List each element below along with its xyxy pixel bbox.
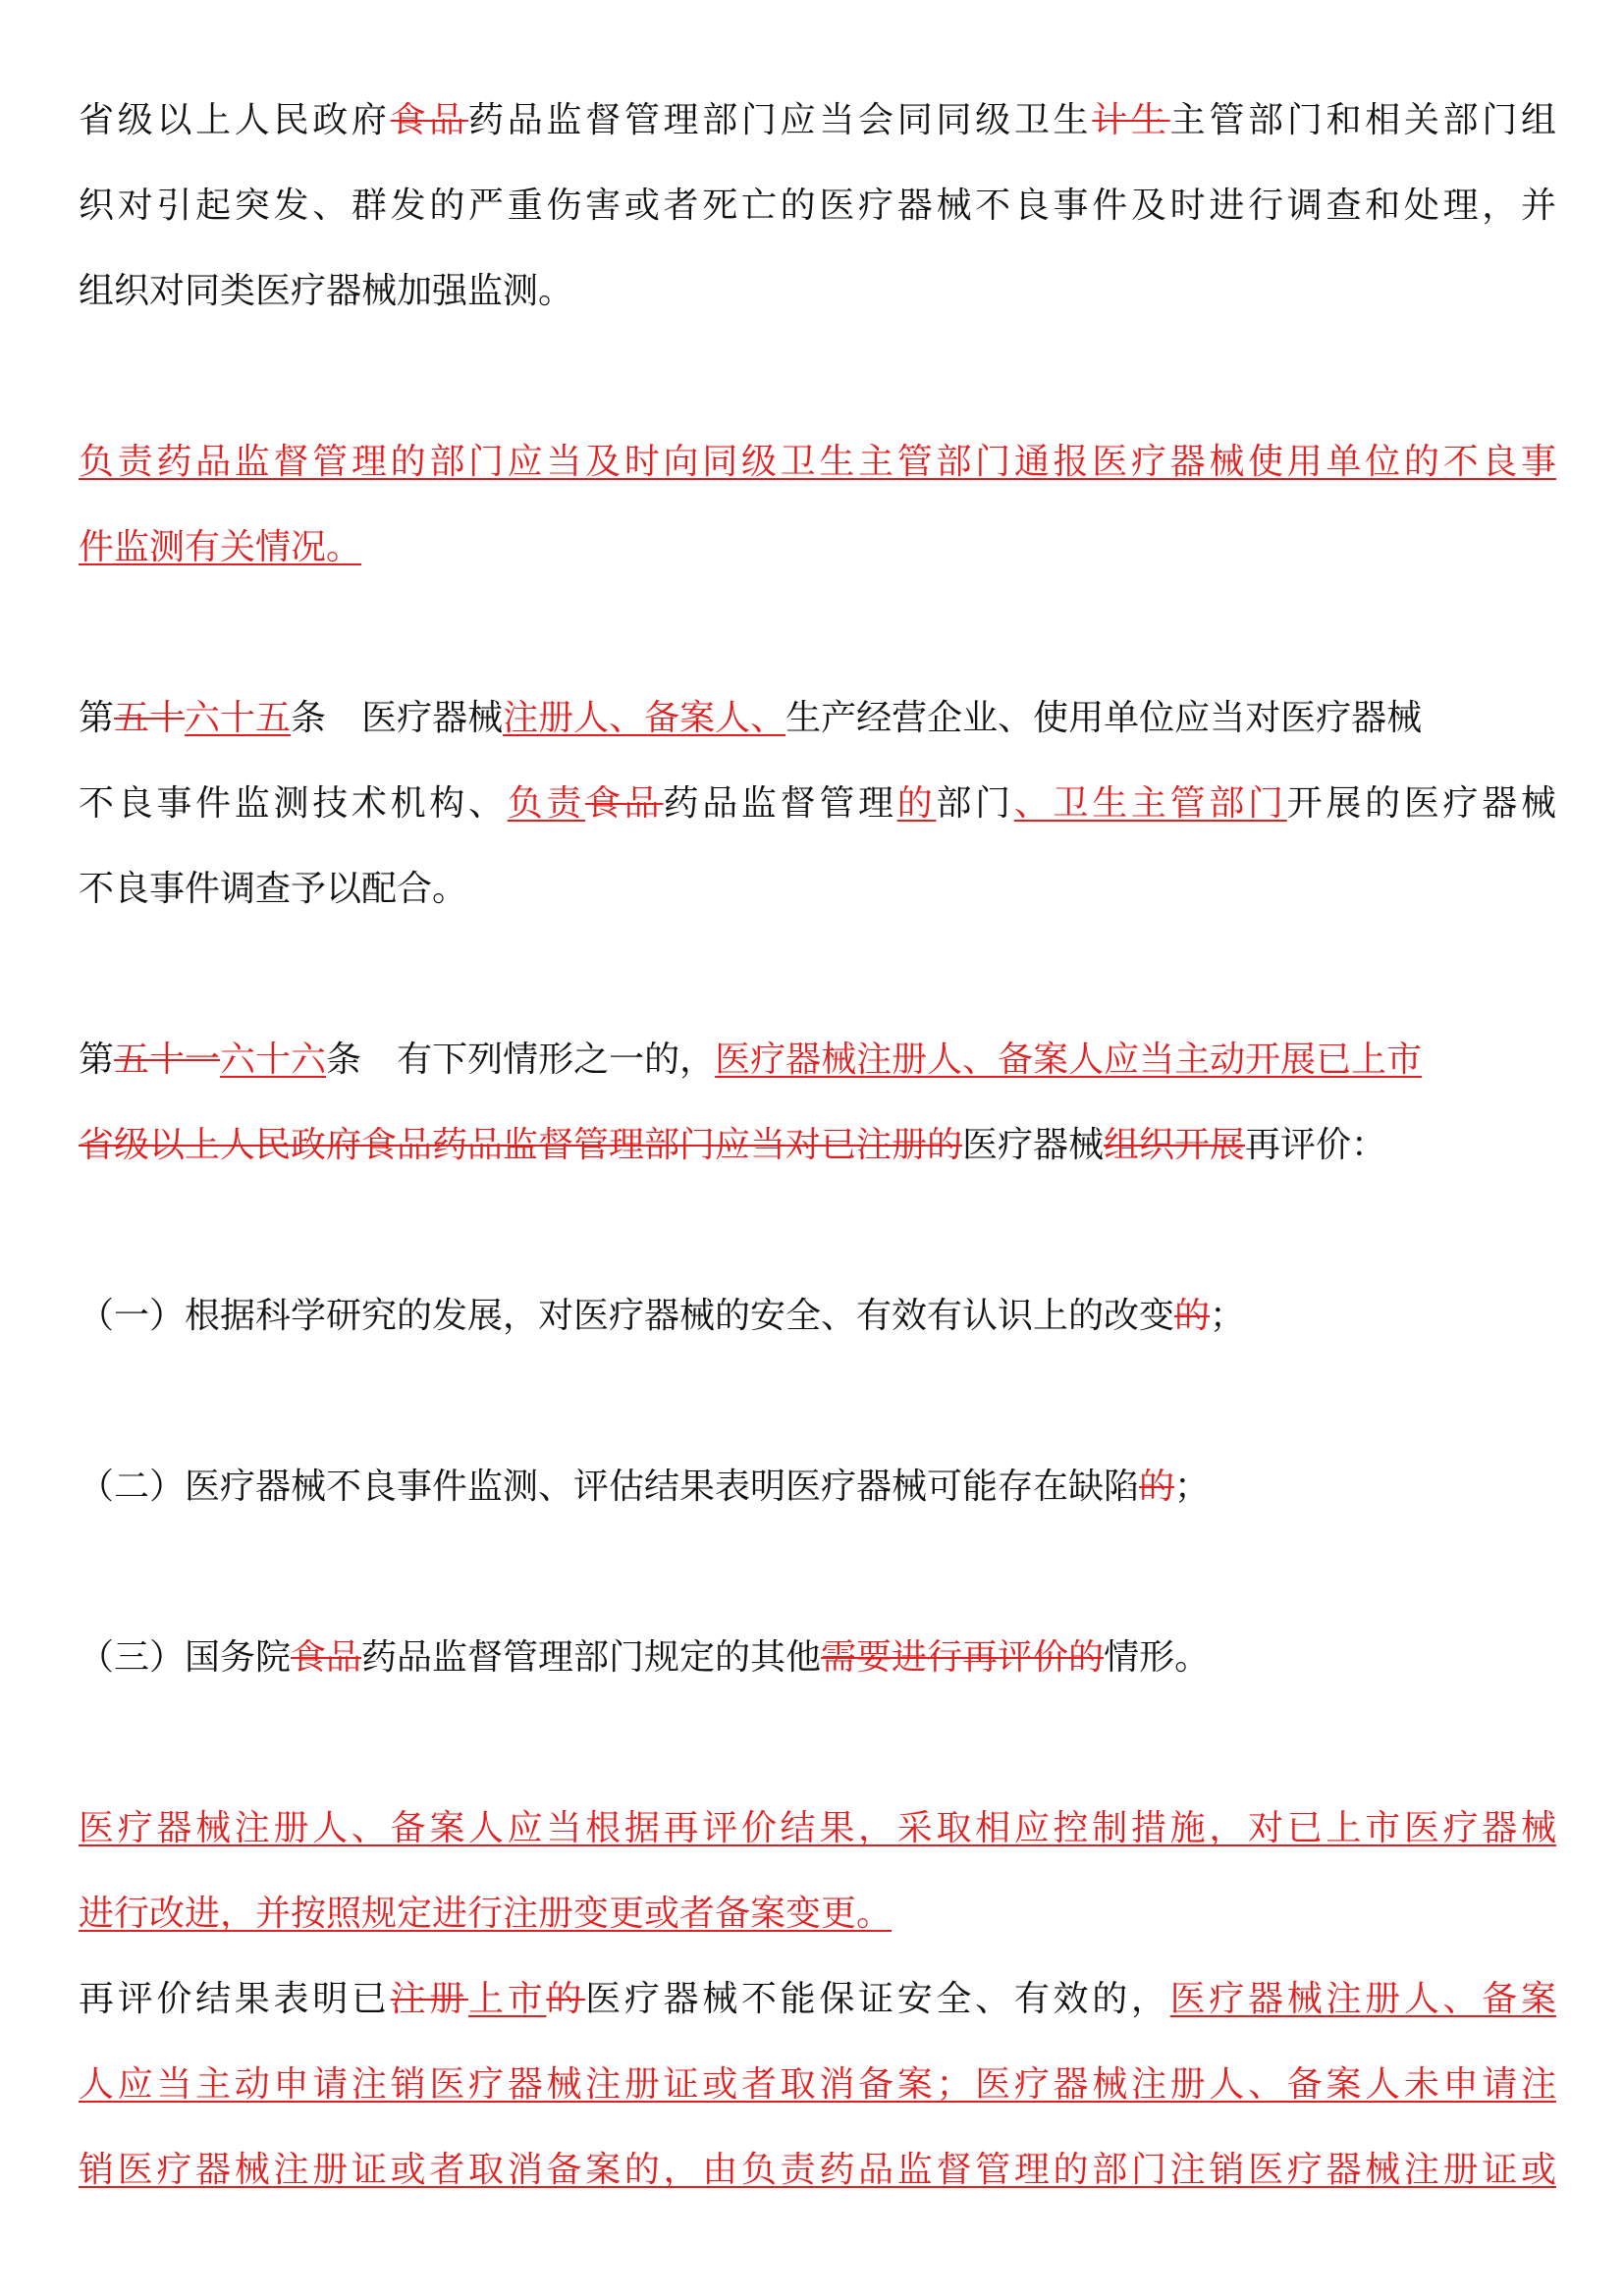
text-run: 药品监督管理部门规定的其他 <box>361 1637 822 1678</box>
text-run: 织对引起突发、群发的严重伤害或者死亡的医疗器械不良事件及时进行调查和处理，并 <box>79 186 1556 226</box>
text-line <box>79 860 1556 919</box>
inserted-text: 医疗器械注册人、备案人应当主动开展已上市 <box>715 1040 1423 1080</box>
text-run: 条 <box>326 1040 362 1080</box>
deleted-text: 注册 <box>390 1979 469 2019</box>
text-line <box>79 2056 1556 2114</box>
inserted-text: 六十六 <box>220 1040 327 1080</box>
inserted-text: 人应当主动申请注销医疗器械注册证或者取消备案；医疗器械注册人、备案人未申请注 <box>79 2064 1556 2105</box>
text-run: （一）根据科学研究的发展，对医疗器械的安全、有效有认识上的改变 <box>79 1296 1175 1336</box>
deleted-text: 省级以上人民政府食品药品监督管理部门应当对已注册的 <box>79 1125 963 1165</box>
text-run: 组织对同类医疗器械加强监测。 <box>79 271 574 311</box>
deleted-text: 食品 <box>291 1637 362 1678</box>
text-run: 有下列情形之一的， <box>397 1040 716 1080</box>
inserted-text: 进行改进，并按照规定进行注册变更或者备案变更。 <box>79 1894 893 1934</box>
text-run: 不良事件调查予以配合。 <box>79 869 468 909</box>
article-heading-line <box>79 689 1556 748</box>
text-run: 药品监督管理部门应当会同同级卫生 <box>468 100 1093 140</box>
deleted-text: 计生 <box>1092 100 1170 140</box>
deleted-text: 的 <box>546 1979 586 2019</box>
inserted-text: 医疗器械注册人、备案人应当根据再评价结果，采取相应控制措施，对已上市医疗器械 <box>79 1808 1556 1848</box>
text-run: （三）国务院 <box>79 1637 292 1678</box>
text-line <box>79 1799 1556 1858</box>
text-run: 医疗器械 <box>962 1125 1105 1165</box>
text-run: 再评价： <box>1245 1125 1387 1165</box>
text-run: 再评价结果表明已 <box>79 1979 391 2019</box>
text-line <box>79 433 1556 492</box>
text-line <box>79 177 1556 236</box>
article-heading-line <box>79 1031 1556 1090</box>
text-run: 部门 <box>936 783 1014 824</box>
deleted-text: 食品 <box>390 100 469 140</box>
text-run: 医疗器械 <box>361 698 504 738</box>
list-item <box>79 1629 1556 1687</box>
text-line <box>79 1885 1556 1944</box>
inserted-text: 医疗器械注册人、备案 <box>1169 1979 1556 2019</box>
text-run: 药品监督管理 <box>663 783 897 824</box>
text-run: 第 <box>79 1040 115 1080</box>
inserted-text: 上市 <box>468 1979 547 2019</box>
deleted-text: 的 <box>1139 1467 1175 1507</box>
text-run: （二）医疗器械不良事件监测、评估结果表明医疗器械可能存在缺陷 <box>79 1467 1140 1507</box>
text-line <box>79 518 1556 577</box>
text-run: 情形。 <box>1104 1637 1211 1678</box>
text-run: ； <box>1210 1296 1246 1336</box>
inserted-text: 六十五 <box>185 698 292 738</box>
text-line <box>79 774 1556 833</box>
deleted-text: 的 <box>1174 1296 1211 1336</box>
deleted-text: 食品 <box>585 783 664 824</box>
list-item <box>79 1287 1556 1346</box>
text-run: 不良事件监测技术机构、 <box>79 783 508 824</box>
inserted-text: 的 <box>896 783 937 824</box>
inserted-text: 注册人、备案人、 <box>503 698 786 738</box>
text-run: 条 <box>291 698 327 738</box>
inserted-text: 、卫生主管部门 <box>1013 783 1287 824</box>
text-run: ； <box>1174 1467 1211 1507</box>
text-line <box>79 2141 1556 2200</box>
deleted-text: 五十 <box>114 698 186 738</box>
text-line <box>79 1970 1556 2029</box>
deleted-text: 需要进行再评价的 <box>821 1637 1105 1678</box>
text-run: 主管部门和相关部门组 <box>1169 100 1556 140</box>
text-run: 省级以上人民政府 <box>79 100 391 140</box>
inserted-text: 销医疗器械注册证或者取消备案的，由负责药品监督管理的部门注销医疗器械注册证或 <box>79 2150 1556 2190</box>
text-line <box>79 91 1556 150</box>
text-run: 第 <box>79 698 115 738</box>
text-line <box>79 262 1556 321</box>
deleted-text: 五十一 <box>114 1040 221 1080</box>
inserted-text: 件监测有关情况。 <box>79 527 362 567</box>
inserted-text: 负责药品监督管理的部门应当及时向同级卫生主管部门通报医疗器械使用单位的不良事 <box>79 442 1556 482</box>
text-run: 生产经营企业、使用单位应当对医疗器械 <box>785 698 1423 738</box>
list-item <box>79 1458 1556 1517</box>
text-run: 医疗器械不能保证安全、有效的， <box>585 1979 1170 2019</box>
text-line <box>79 1116 1556 1175</box>
text-run: 开展的医疗器械 <box>1286 783 1556 824</box>
deleted-text: 组织开展 <box>1104 1125 1246 1165</box>
inserted-text: 负责 <box>507 783 586 824</box>
